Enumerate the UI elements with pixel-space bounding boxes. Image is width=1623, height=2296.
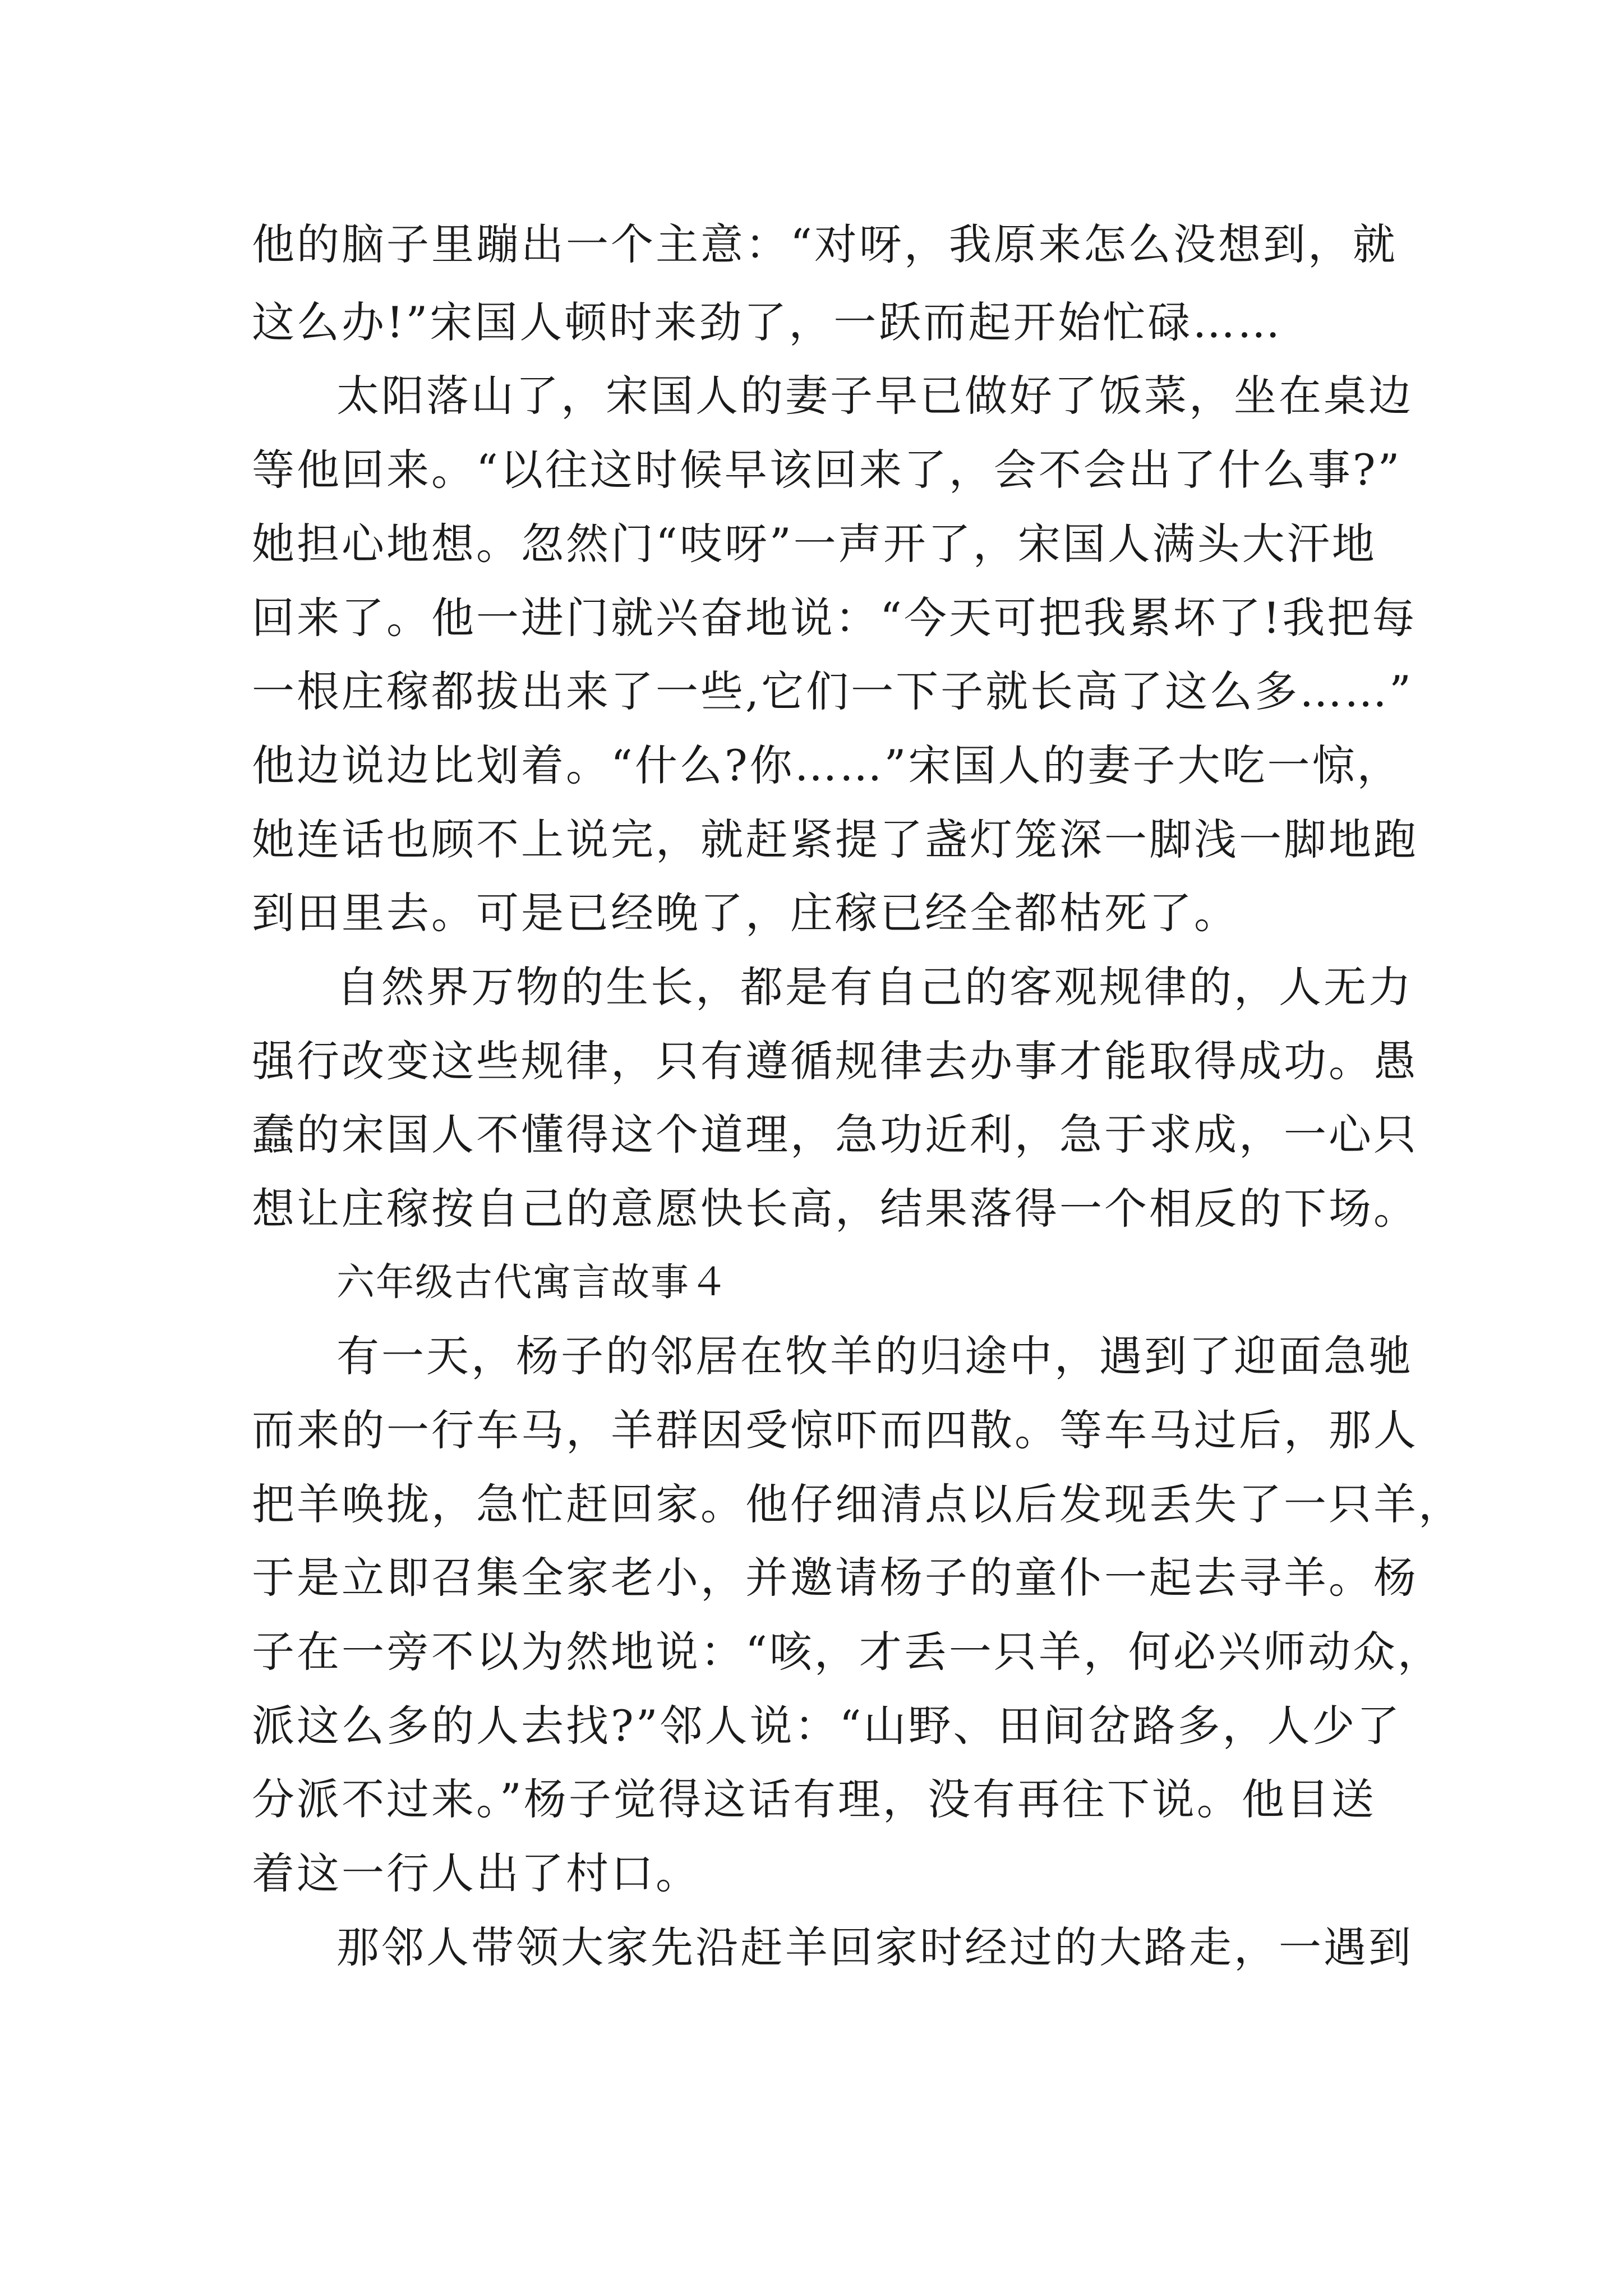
text-line: 等他回来。“以往这时候早该回来了，会不会出了什么事?” (252, 445, 1402, 495)
text-line: 强行改变这些规律，只有遵循规律去办事才能取得成功。愚 (252, 1036, 1418, 1086)
text-line: 派这么多的人去找?”邻人说：“山野、田间岔路多，人少了 (252, 1701, 1402, 1751)
paragraph-start-line: 那邻人带领大家先沿赶羊回家时经过的大路走，一遇到 (336, 1922, 1413, 1972)
paragraph-start-line: 太阳落山了，宋国人的妻子早已做好了饭菜，坐在桌边 (336, 371, 1413, 421)
text-line: 于是立即召集全家老小，并邀请杨子的童仆一起去寻羊。杨 (252, 1553, 1418, 1603)
text-line: 子在一旁不以为然地说：“咳，才丢一只羊，何必兴师动众， (252, 1627, 1442, 1677)
text-line: 分派不过来。”杨子觉得这话有理，没有再往下说。他目送 (252, 1774, 1376, 1824)
text-line: 回来了。他一进门就兴奋地说：“今天可把我累坏了!我把每 (252, 593, 1417, 643)
text-line: 她连话也顾不上说完，就赶紧提了盏灯笼深一脚浅一脚地跑 (252, 815, 1418, 864)
text-line: 他的脑子里蹦出一个主意：“对呀，我原来怎么没想到，就 (252, 219, 1398, 269)
text-line: 她担心地想。忽然门“吱呀”一声开了，宋国人满头大汗地 (252, 519, 1377, 569)
paragraph-start-line: 有一天，杨子的邻居在牧羊的归途中，遇到了迎面急驰 (336, 1331, 1413, 1381)
section-heading: 六年级古代寓言故事４ (336, 1260, 730, 1305)
text-line: 蠢的宋国人不懂得这个道理，急功近利，急于求成，一心只 (252, 1110, 1418, 1159)
text-line: 而来的一行车马，羊群因受惊吓而四散。等车马过后，那人 (252, 1405, 1418, 1455)
text-line: 着这一行人出了村口。 (252, 1848, 700, 1898)
text-line: 到田里去。可是已经晚了，庄稼已经全都枯死了。 (252, 888, 1239, 938)
text-line: 这么办!”宋国人顿时来劲了，一跃而起开始忙碌…… (252, 297, 1283, 347)
text-line: 一根庄稼都拔出来了一些,它们一下子就长高了这么多……” (252, 666, 1414, 716)
text-line: 他边说边比划着。“什么?你……”宋国人的妻子大吃一惊， (252, 740, 1402, 790)
text-line: 把羊唤拢，急忙赶回家。他仔细清点以后发现丢失了一只羊， (252, 1479, 1463, 1529)
paragraph-start-line: 自然界万物的生长，都是有自己的客观规律的，人无力 (336, 962, 1413, 1012)
text-line: 想让庄稼按自己的意愿快长高，结果落得一个相反的下场。 (252, 1184, 1418, 1234)
